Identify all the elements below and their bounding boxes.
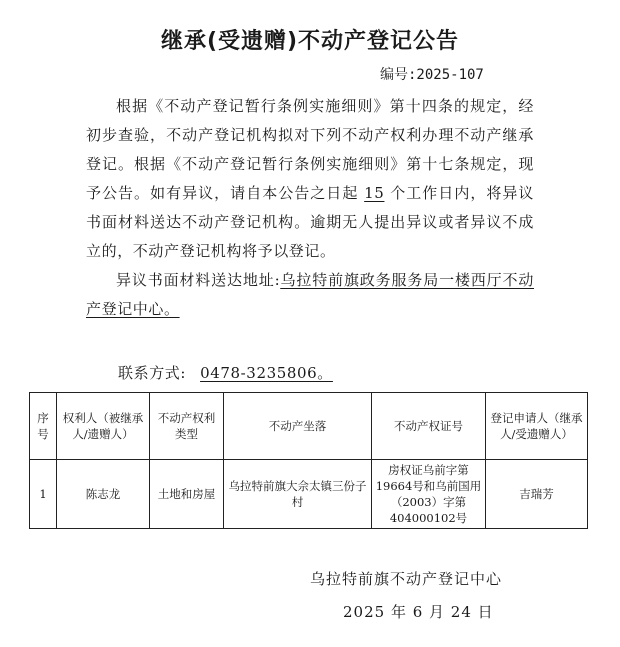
notice-text-part1: 根据《不动产登记暂行条例实施细则》第十四条的规定，经初步查验，不动产登记机构拟对下列不动产权利办理不动产继承登记。根据《不动产登记暂行条例实施细则》第十七条规定，现予公告。如有异议，请自本公告之日起 [86, 97, 534, 202]
cell-location: 乌拉特前旗大佘太镇三份子村 [224, 460, 372, 529]
table-header-row [30, 393, 588, 460]
header-location: 不动产坐落 [224, 393, 372, 460]
cell-certificate-number: 房权证乌前字第19664号和乌前国用（2003）字第404000102号 [372, 460, 486, 529]
objection-days: 15 [364, 184, 385, 202]
issuing-organization: 乌拉特前旗不动产登记中心 [310, 570, 503, 588]
document-number: 编号:2025-107 [380, 67, 484, 83]
notice-body [86, 92, 534, 324]
submission-address: 乌拉特前旗政务服务局一楼西厅不动产登记中心。 [86, 271, 534, 318]
registration-table [29, 392, 588, 529]
header-applicant: 登记申请人（继承人/受遗赠人） [486, 393, 588, 460]
contact-label: 联系方式: [118, 364, 187, 382]
header-right-holder: 权利人（被继承人/遗赠人） [57, 393, 150, 460]
cell-applicant: 吉瑞芳 [486, 460, 588, 529]
issue-date: 2025 年 6 月 24 日 [343, 603, 494, 621]
page-title: 继承(受遗赠)不动产登记公告 [160, 29, 460, 54]
address-label: 异议书面材料送达地址: [116, 271, 281, 289]
notice-paragraph-address [86, 266, 534, 324]
contact-line [118, 362, 333, 383]
header-index: 序号 [30, 393, 57, 460]
contact-phone: 0478-3235806。 [200, 364, 333, 382]
cell-right-holder: 陈志龙 [57, 460, 150, 529]
cell-right-type: 土地和房屋 [150, 460, 224, 529]
table-row [30, 460, 588, 529]
cell-index: 1 [30, 460, 57, 529]
notice-text-part2: 个工作日内，将异议书面材料送达不动产登记机构。逾期无人提出异议或者异议不成立的，不动产登记机构将予以登记。 [86, 184, 535, 260]
header-certificate-number: 不动产权证号 [372, 393, 486, 460]
notice-paragraph-main [86, 92, 534, 266]
header-right-type: 不动产权利类型 [150, 393, 224, 460]
